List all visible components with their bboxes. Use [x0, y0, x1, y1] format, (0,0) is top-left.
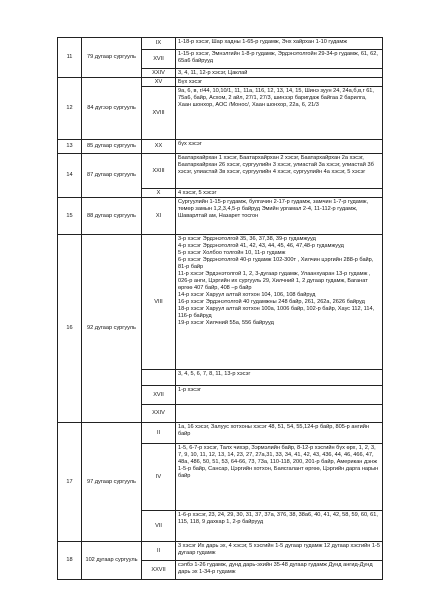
khoroo-number: X: [142, 189, 176, 198]
row-number: 12: [58, 78, 82, 140]
khoroo-number: XVII: [142, 386, 176, 405]
district-description: 9а, 6, в, г/44, 10,10/1, 11, 11а, 116, 12, 13, 14, 15, Шинэ зуун 24, 24а,б,в,г 61, 75а6, байр, Асхом, 2 айл, 27/1, 27/3, шинээр баригдаж байгаа 2 барилга, Хаан шонхор, АОС /Монос/, Хаан шонхор, 22а, 6, 21/3: [176, 87, 383, 140]
school-name: 97 дугаар сургууль: [82, 423, 142, 542]
district-description: Сургуулийн 1-15-р гудамж, булгачин 2-17-р гудамж, замчин 1-7-р гудамж, төмөр замын 1,2,3,4,5-р байруд Эмийн ургамал 2-4, 11-112-р гудамж, Шаварлтай ам, Назарет тосгон: [176, 198, 383, 235]
khoroo-number: XXIV: [142, 405, 176, 423]
district-description: 4 хэсэг, 5 хэсэг: [176, 189, 383, 198]
table-body: [58, 38, 383, 580]
khoroo-number: XVII: [142, 50, 176, 69]
row-number: 15: [58, 198, 82, 235]
school-name: 85 дугаар сургууль: [82, 140, 142, 154]
district-description: Баатархайрхан 1 хэсэг, Баатархайрхан 2 хэсэг, Баатархайрхан 2а хэсэг, Баатархайрхан 26 хэсэг, сургуулийн 3 хэсэг, улиастай 3а хэсэг, улиастай 3б хэсэг, улиастай 3в хэсэг, сургуулийн 4 хэсэг, сургуулийн 4а хэсэг, 5 хэсэг: [176, 154, 383, 189]
row-number: 11: [58, 38, 82, 78]
district-description: сэлбэ 1-26 гудамж, дунд дарь-эхийн 35-48 дугаар гудамж Дунд ангид-Дунд дарь эх 1-34-р гудамж: [176, 561, 383, 580]
school-name: 84 дүгээр сургууль: [82, 78, 142, 140]
district-description: [176, 405, 383, 423]
khoroo-number: XXIII: [142, 154, 176, 189]
school-district-table: [57, 37, 383, 580]
district-description: 1-18-р хэсэг, Шар хадны 1-65-р гудамж, Энх хайрхан 1-10 гудамж: [176, 38, 383, 50]
district-description: 3, 4, 11, 12-р хэсэг, Цаклай: [176, 69, 383, 78]
row-number: 16: [58, 235, 82, 423]
school-name: 92 дугаар сургууль: [82, 235, 142, 423]
row-number: 13: [58, 140, 82, 154]
district-description: 1а, 16 хэсэг, Залуус хотхоны хэсэг 48, 51, 54, 55,124-р байр, 805-р ангийн байр: [176, 423, 383, 444]
district-description: 1-6-р хэсэг, 23, 24, 29, 30, 31, 37, 37а, 376, 38, 38а6, 40, 41, 42, 58, 59, 60, 61, 115, 118, 9 дахкар 1, 2-р байрууд: [176, 511, 383, 542]
khoroo-number: IX: [142, 38, 176, 50]
khoroo-number: XI: [142, 198, 176, 235]
table-row: [58, 140, 383, 154]
district-description: 1-15-р хэсэг, Эмнэлгийн 1-8-р гудамж, Эрдэнэтолгойн 29-34-р гудамж, 61, 62, 65а6 байрууд: [176, 50, 383, 69]
khoroo-number: XXVII: [142, 561, 176, 580]
district-description: бүх хэсэг: [176, 140, 383, 154]
khoroo-number: [142, 370, 176, 386]
table-row: [58, 198, 383, 235]
khoroo-number: II: [142, 423, 176, 444]
table-row: [58, 423, 383, 444]
khoroo-number: XX: [142, 140, 176, 154]
district-description: 1-р хэсэг: [176, 386, 383, 405]
district-description: 3-р хэсэг Эрдэнэтолгой 35, 36, 37,38, 39-р гудамжууд 4-р хэсэг Эрдэнэтолгой 41, 42, 43, 44, 45, 46, 47,48-р гудамжууд 5-р хэсэг Холбоо толгойн 10, 11-р гудамж 6-р хэсэг Эрдэнэтолгой 40-р гудамж 102-300т , Хилчин цэргийн 288-р байр, 81-р байр 11-р хэсэг Эрдэнэтолгой 1, 2, 3-дугаар гудамж, Улаанхуаран 13-р гудамж , 026-р анги, Цэргийн их сургууль 29, Хилчний 1, 2 дугаар гудамж, Баганат өргөө 407 байр, 408 –р байр 14-р хэсэг Харуул алтай хотхон 104, 106, 108 байруд 16-р хэсэг Эрдэнэтолгой 40 гудамжны 248 байр, 261, 262а, 2626 байруд 18-р хэсэг Харуул алтай хотхон 100а, 1006 байр, 102-р байр, Хаус 112, 114, 116-р байруд 19-р хэсэг Хилчний 55а, 556 байрууд: [176, 235, 383, 370]
document-page: [57, 37, 382, 580]
district-description: 3 хэсэг Их дарь эх, 4 хэсэг, 5 хэсгийн 1-5 дугаар гудамж 12 дугаар хэсгийн 1-5 дугаар гудамж: [176, 542, 383, 561]
table-row: [58, 78, 383, 87]
row-number: 14: [58, 154, 82, 198]
khoroo-number: XVIII: [142, 87, 176, 140]
khoroo-number: XV: [142, 78, 176, 87]
khoroo-number: II: [142, 542, 176, 561]
khoroo-number: VII: [142, 511, 176, 542]
table-row: [58, 154, 383, 189]
row-number: 17: [58, 423, 82, 542]
district-description: 1-5, 6-7-р хэсэг, Талх чихэр, Зэрмэлийн байр, 8-12-р хэсгийн бүх өрх, 1, 2, 3, 7, 9, 10, 11, 12, 13, 14, 23, 27, 27а,31, 33, 34, 41, 42, 43, 436, 44, 46, 466, 47, 48а, 486, 50, 51, 53, 64-66, 73, 73а, 110-118, 200, 201-р байр, Американ дэнж 1-5-р байр, Сансар, Цэргийн хотхон, Баясгалант өргөө, Цэргийн дарга нарын байр: [176, 444, 383, 511]
school-name: 88 дугаар сургууль: [82, 198, 142, 235]
khoroo-number: XXIV: [142, 69, 176, 78]
table-row: [58, 235, 383, 370]
district-description: 3, 4, 5, 6, 7, 8, 11, 13-р хэсэг: [176, 370, 383, 386]
school-name: 87 дугаар сургууль: [82, 154, 142, 198]
school-name: 102 дугаар сургууль: [82, 542, 142, 580]
school-name: 79 дугаар сургууль: [82, 38, 142, 78]
district-description: Бүх хэсэг: [176, 78, 383, 87]
khoroo-number: IV: [142, 444, 176, 511]
row-number: 18: [58, 542, 82, 580]
table-row: [58, 542, 383, 561]
khoroo-number: VIII: [142, 235, 176, 370]
table-row: [58, 38, 383, 50]
